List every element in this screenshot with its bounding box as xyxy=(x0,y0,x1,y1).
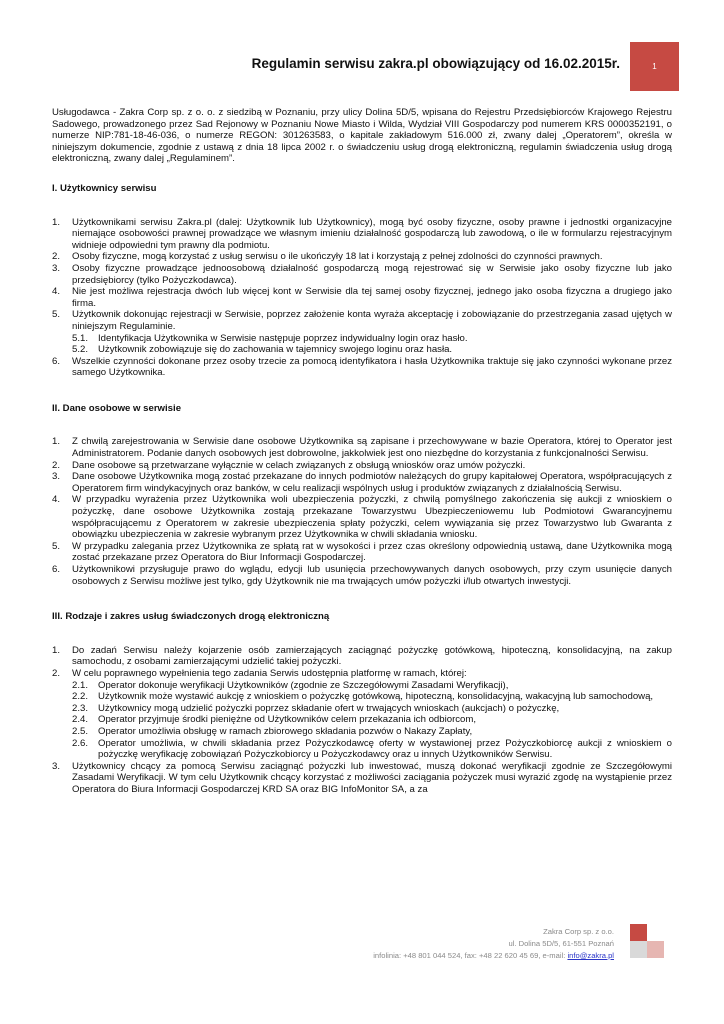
list-item-number: 2. xyxy=(52,667,61,679)
footer-email-link[interactable]: info@zakra.pl xyxy=(567,951,614,960)
list-item xyxy=(52,668,672,680)
list-item xyxy=(52,460,672,472)
sub-list-item xyxy=(52,738,672,761)
sub-list-item-text: Operator umożliwia obsługę w ramach zbiorowego składania pozwów o Nakazy Zapłaty, xyxy=(98,725,473,737)
list-item-text: Dane osobowe Użytkownika mogą zostać przekazane do innych podmiotów należących do grupy kapitałowej Operatora, współpracujących z Operatorem firm windykacyjnych oraz banków, w celu realizacji wspólnych usług i produktów związanych z działalnością Serwisu. xyxy=(72,471,672,494)
list-item-number: 5. xyxy=(52,309,61,321)
list-item-number: 6. xyxy=(52,564,61,575)
sub-list xyxy=(52,333,672,356)
list-item xyxy=(52,436,672,459)
list-item-number: 2. xyxy=(52,459,61,471)
list-item-text: Osoby fizyczne prowadzące jednoosobową działalność gospodarczą mogą rejestrować się w Serwisie jako osoby fizyczne lub jako przedsiębiorcy (tylko Pożyczkodawca). xyxy=(72,262,672,286)
sub-list-item xyxy=(52,344,672,356)
sub-list-item-number: 5.2. xyxy=(72,344,89,356)
sub-list-item xyxy=(52,333,672,345)
list-item xyxy=(52,471,672,494)
list-item xyxy=(52,286,672,309)
sub-list-item-text: Użytkownik może wystawić aukcję z wnioskiem o pożyczkę gotówkową, hipoteczną, konsolidacyjną, wakacyjną lub samochodową, xyxy=(98,691,654,703)
list-item-text: Osoby fizyczne, mogą korzystać z usług serwisu o ile ukończyły 18 lat i korzystają z pełnej zdolności do czynności prawnych. xyxy=(72,251,603,263)
logo-square-gray xyxy=(630,941,647,958)
section-heading: III. Rodzaje i zakres usług świadczonych drogą elektroniczną xyxy=(52,611,330,623)
list-item xyxy=(52,541,672,564)
sub-list-item-text: Operator przyjmuje środki pieniężne od Użytkowników celem przekazania ich odbiorcom, xyxy=(98,714,477,726)
list-item-text: W celu poprawnego wypełnienia tego zadania Serwis udostępnia platformę w ramach, której: xyxy=(72,667,467,679)
sub-list-item-text: Identyfikacja Użytkownika w Serwisie następuje poprzez indywidualny login oraz hasło. xyxy=(98,332,468,344)
sub-list-item-number: 2.6. xyxy=(72,737,89,749)
sub-list-item-number: 5.1. xyxy=(72,332,89,344)
footer-company: Zakra Corp sp. z o.o. xyxy=(543,927,614,936)
list-item-number: 1. xyxy=(52,216,61,228)
numbered-list xyxy=(52,436,672,587)
sub-list-item-number: 2.3. xyxy=(72,702,89,714)
list-item-text: Nie jest możliwa rejestracja dwóch lub więcej kont w Serwisie dla tej samej osoby fizycznej, jednego jako osoba fizyczna a drugiego jako firma. xyxy=(72,286,672,309)
list-item xyxy=(52,309,672,332)
list-item-text: Użytkownik dokonując rejestracji w Serwisie, poprzez założenie konta wyraża akceptację i zobowiązanie do przestrzegania zasad ujętych w niniejszym Regulaminie. xyxy=(72,309,672,332)
sub-list-item xyxy=(52,703,672,715)
list-item xyxy=(52,217,672,252)
logo-square-light-red xyxy=(647,941,664,958)
list-item-number: 4. xyxy=(52,494,61,506)
list-item xyxy=(52,263,672,286)
list-item-number: 1. xyxy=(52,436,61,448)
sub-list-item-number: 2.1. xyxy=(72,679,89,691)
sub-list-item xyxy=(52,691,672,703)
list-item-text: Z chwilą zarejestrowania w Serwisie dane osobowe Użytkownika są zapisane i przechowywane w bazie Operatora, której to Operator jest Administratorem. Podanie danych osobowych jest dobrowolne, jakkolwiek jest ono niezbędne do korzystania z funkcjonalności Serwisu. xyxy=(72,436,672,460)
list-item-number: 2. xyxy=(52,251,61,263)
list-item-number: 5. xyxy=(52,540,61,552)
list-item xyxy=(52,564,672,587)
page-number-badge xyxy=(630,42,679,91)
sub-list-item-text: Użytkownik zobowiązuje się do zachowania w tajemnicy swojego loginu oraz hasła. xyxy=(98,344,453,356)
footer-address: ul. Dolina 5D/5, 61-551 Poznań xyxy=(508,939,614,948)
list-item-text: Użytkownikowi przysługuje prawo do wglądu, edycji lub usunięcia przechowywanych danych osobowych, przy czym usunięcie danych osobowych z Serwisu możliwe jest tylko, gdy Użytkownik nie ma trwających umów pożyczki i/lub otwartych inwestycji. xyxy=(72,564,672,587)
sub-list-item-text: Operator umożliwia, w chwili składania przez Pożyczkodawcę oferty w wystawionej przez Pożyczkobiorcę aukcji z wnioskiem o pożyczkę weryfikację zobowiązań Pożyczkobiorcy u Pożyczkodawcy oraz u innych Użytkowników Serwisu. xyxy=(98,737,672,761)
section-heading: II. Dane osobowe w serwisie xyxy=(52,402,182,414)
list-item-number: 3. xyxy=(52,471,61,483)
list-item-text: Wszelkie czynności dokonane przez osoby trzecie za pomocą identyfikatora i hasła Użytkownika traktuje się jako czynności wykonane przez samego Użytkownika. xyxy=(72,355,672,379)
list-item xyxy=(52,494,672,540)
logo-squares-decoration xyxy=(630,924,680,958)
list-item xyxy=(52,761,672,796)
sub-list-item-text: Użytkownicy mogą udzielić pożyczki poprzez składanie ofert w trwających wnioskach (aukcjach) o pożyczkę, xyxy=(98,702,560,714)
numbered-list xyxy=(52,645,672,796)
sub-list-item xyxy=(52,726,672,738)
list-item xyxy=(52,356,672,379)
document-body xyxy=(52,107,672,796)
sub-list-item xyxy=(52,714,672,726)
list-item-text: Dane osobowe są przetwarzane wyłącznie w celach związanych z obsługą wniosków oraz umów pożyczki. xyxy=(72,459,526,471)
list-item xyxy=(52,645,672,668)
sections xyxy=(52,183,672,796)
page-title: Regulamin serwisu zakra.pl obowiązujący od 16.02.2015r. xyxy=(251,56,620,71)
list-item-text: Użytkownikami serwisu Zakra.pl (dalej: Użytkownik lub Użytkownicy), mogą być osoby fizyczne, osoby prawne i jednostki organizacyjne niemające osobowości prawnej prowadzące we własnym imieniu działalność gospodarczą lub zawodową, o ile w formularzu rejestracyjnym widnieje odpowiedni tym prawny dla podmiotu. xyxy=(72,216,672,251)
list-item-text: W przypadku zalegania przez Użytkownika ze spłatą rat w wysokości i przez czas określony odpowiednią ustawą, dane Użytkownika mogą zostać przekazane przez Operatora do Biur Informacji Gospodarczej. xyxy=(72,540,672,564)
list-item-number: 4. xyxy=(52,286,61,298)
page-number: 1 xyxy=(652,62,657,71)
sub-list-item-number: 2.4. xyxy=(72,714,89,726)
list-item-text: Do zadań Serwisu należy kojarzenie osób zamierzających zaciągnąć pożyczkę gotówkową, hipoteczną, konsolidacyjną, na zakup samochodu, z osobami zamierzającymi udzielić takiej pożyczki. xyxy=(72,644,672,668)
sub-list-item xyxy=(52,680,672,692)
list-item xyxy=(52,251,672,263)
sub-list xyxy=(52,680,672,761)
footer xyxy=(373,926,614,962)
intro-paragraph: Usługodawca - Zakra Corp sp. z o. o. z siedzibą w Poznaniu, przy ulicy Dolina 5D/5, wpisana do Rejestru Przedsiębiorców Krajowego Rejestru Sadowego, prowadzonego przez Sad Rejonowy w Poznaniu Nowe Miasto i Wilda, Wydział VIII Gospodarczy pod numerem KRS 0000352191, o numerze NIP:781-18-46-036, o numerze REGON: 301263583, o kapitale zakładowym 516.000 zł, zwany dalej „Operatorem”, określa w niniejszym dokumencie, zgodnie z ustawą z dnia 18 lipca 2002 r. o świadczeniu usług drogą elektroniczną, regulamin świadczenia usług drogą elektroniczną, zwany dalej „Regulaminem”. xyxy=(52,107,672,165)
list-item-number: 6. xyxy=(52,355,61,367)
sub-list-item-text: Operator dokonuje weryfikacji Użytkowników (zgodnie ze Szczegółowymi Zasadami Weryfikacji), xyxy=(98,679,509,691)
list-item-number: 1. xyxy=(52,644,61,656)
sub-list-item-number: 2.5. xyxy=(72,725,89,737)
list-item-text: Użytkownicy chcący za pomocą Serwisu zaciągnąć pożyczki lub inwestować, muszą dokonać weryfikacji zgodnie ze Szczegółowymi Zasadami Weryfikacji. W tym celu Użytkownik chcący korzystać z możliwości zaciągania pożyczek musi wyrazić zgodę na wystąpienie przez Operatora do Biura Informacji Gospodarczej KRD SA oraz BIG InfoMonitor SA, a za xyxy=(72,760,672,795)
logo-square-dark-red xyxy=(630,924,647,941)
numbered-list xyxy=(52,217,672,379)
list-item-number: 3. xyxy=(52,760,61,772)
sub-list-item-number: 2.2. xyxy=(72,691,89,703)
footer-contact xyxy=(373,950,614,962)
section-heading: I. Użytkownicy serwisu xyxy=(52,182,157,194)
footer-contact-text: infolinia: +48 801 044 524, fax: +48 22 620 45 69, e-mail: xyxy=(373,951,568,960)
list-item-text: W przypadku wyrażenia przez Użytkownika woli ubezpieczenia pożyczki, z chwilą pomyślnego zakończenia się aukcji z wnioskiem o pożyczkę, dane osobowe Użytkownika zostają przekazane Towarzystwu Ubezpieczeniowemu lub Podmiotowi Gwarancyjnemu współpracującemu z Operatorem w zakresie ubezpieczenia spłaty pożyczki, celem wywiązania się przez Towarzystwo lub Gwaranta z obowiązku ubezpieczenia w zakresie wybranym przez Użytkownika w chwili składania wniosku. xyxy=(72,494,672,541)
list-item-number: 3. xyxy=(52,262,61,274)
